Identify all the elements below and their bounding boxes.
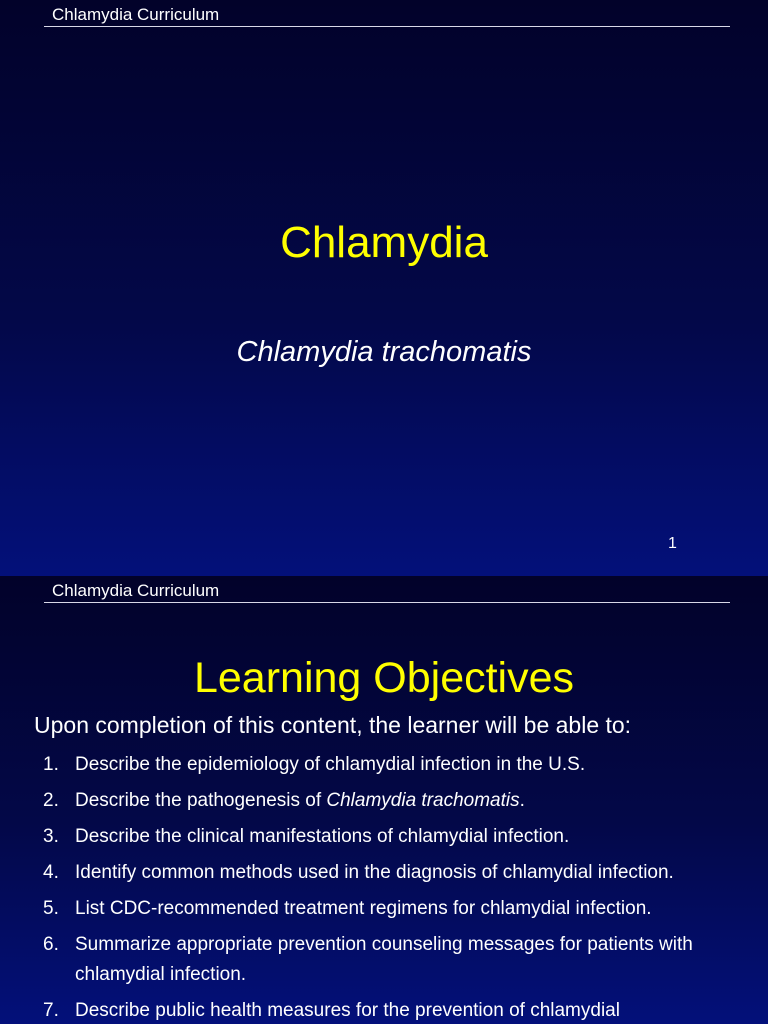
objective-text: Describe the epidemiology of chlamydial infection in the U.S.	[75, 754, 586, 775]
objective-item	[0, 930, 768, 990]
objective-text: Describe the clinical manifestations of chlamydial infection.	[75, 826, 570, 847]
objective-number: 4.	[43, 862, 59, 883]
objective-text-italic: Chlamydia trachomatis	[326, 790, 520, 811]
slide-1-subtitle: Chlamydia trachomatis	[236, 336, 532, 368]
objective-text: List CDC-recommended treatment regimens for chlamydial infection.	[75, 898, 652, 919]
objective-text-after: .	[519, 790, 525, 811]
objective-text: Identify common methods used in the diagnosis of chlamydial infection.	[75, 862, 674, 883]
objective-text: Summarize appropriate prevention counseling messages for patients with chlamydial infection.	[75, 934, 693, 985]
slide-2-header: Chlamydia Curriculum	[44, 581, 730, 603]
slide-2-title: Learning Objectives	[193, 654, 575, 702]
objective-number: 2.	[43, 790, 59, 811]
slide-1-title: Chlamydia	[280, 218, 488, 267]
objective-text-before: Describe the pathogenesis of	[75, 790, 327, 811]
slide-2	[0, 576, 768, 1024]
objective-item	[0, 996, 768, 1024]
objective-item	[0, 786, 768, 816]
objective-number: 1.	[43, 754, 59, 775]
objective-item	[0, 894, 768, 924]
objective-number: 3.	[43, 826, 59, 847]
objectives-intro: Upon completion of this content, the learner will be able to:	[34, 712, 632, 738]
objective-number: 6.	[43, 934, 59, 955]
slide-1-header: Chlamydia Curriculum	[44, 5, 730, 27]
page-number: 1	[668, 535, 677, 552]
objective-item	[0, 750, 768, 780]
objectives-list	[0, 750, 768, 1024]
objective-number: 7.	[43, 1000, 59, 1021]
objective-item	[0, 858, 768, 888]
objective-item	[0, 822, 768, 852]
objective-text: Describe public health measures for the prevention of chlamydial	[75, 1000, 620, 1021]
objective-number: 5.	[43, 898, 59, 919]
